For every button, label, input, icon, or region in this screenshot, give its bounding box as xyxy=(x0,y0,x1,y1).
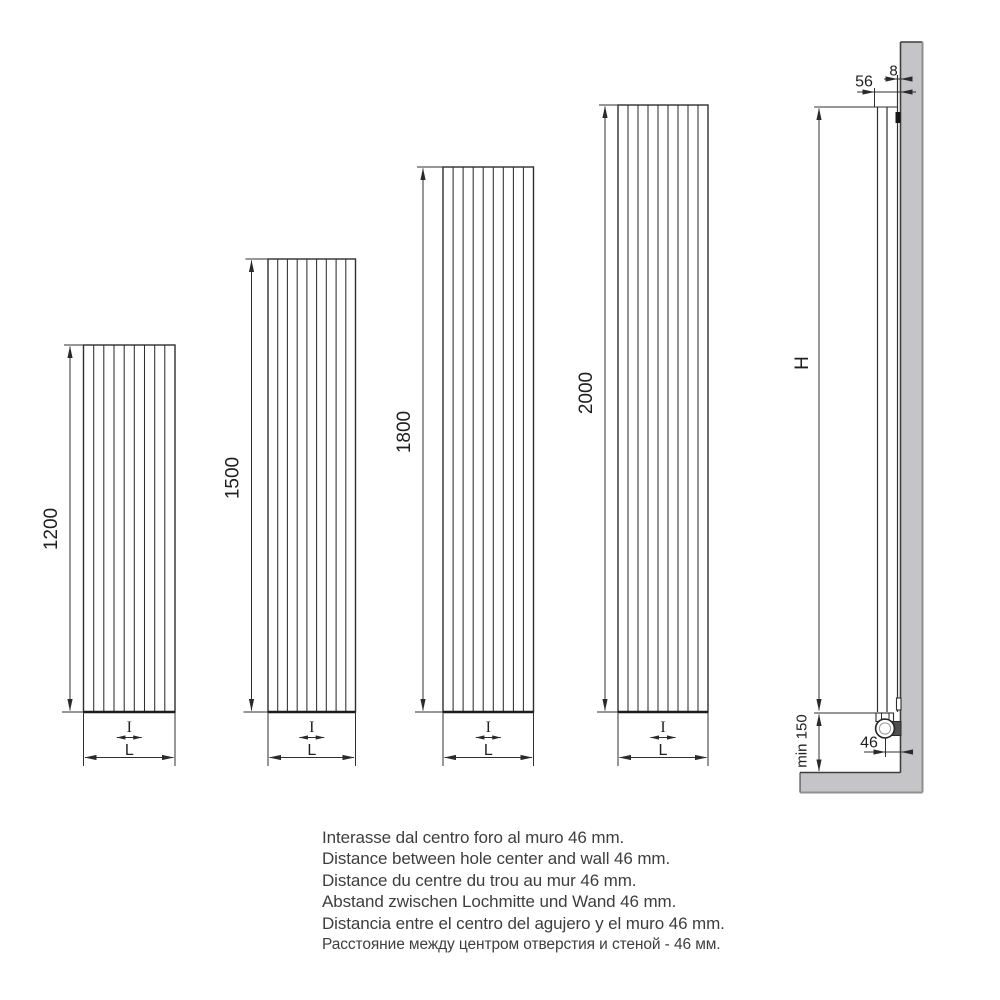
height-dimension-label: 1800 xyxy=(394,410,415,454)
gap-dimension-label: 8 xyxy=(889,62,898,80)
radiator-front-view-1800 xyxy=(394,167,534,766)
note-line-ru: Расстояние между центром отверстия и стеной - 46 мм. xyxy=(322,936,721,954)
radiator-front-view-1500 xyxy=(223,259,356,766)
radiator-body xyxy=(268,259,356,712)
radiator-body xyxy=(618,105,708,712)
hole-wall-dimension-label: 46 xyxy=(860,734,878,752)
wall xyxy=(901,42,923,793)
note-line-en: Distance between hole center and wall 46 mm. xyxy=(322,849,671,869)
fin-pitch-label: I xyxy=(660,719,666,736)
width-dimension-label: L xyxy=(124,742,134,759)
radiator-body xyxy=(443,167,534,712)
note-line-fr: Distance du centre du trou au mur 46 mm. xyxy=(322,870,637,890)
overall-height-label: H xyxy=(792,356,813,370)
min-clearance-label: min 150 xyxy=(793,714,811,768)
depth-dimension-label: 56 xyxy=(855,73,873,91)
mounting-bracket-bottom xyxy=(897,698,902,710)
note-line-de: Abstand zwischen Lochmitte und Wand 46 mm. xyxy=(322,892,677,912)
side-view xyxy=(792,42,923,793)
height-dimension-label: 1500 xyxy=(222,456,244,500)
radiator-front-view-2000 xyxy=(576,105,708,766)
panel-side-lines xyxy=(878,75,898,712)
radiator-front-view-1200 xyxy=(41,345,175,766)
radiator-body xyxy=(84,345,176,712)
width-dimension-label: L xyxy=(307,742,317,759)
mounting-bracket-top xyxy=(896,112,901,123)
valve-body xyxy=(876,719,895,738)
height-dimension-label: 2000 xyxy=(576,371,597,415)
note-line-it: Interasse dal centro foro al muro 46 mm. xyxy=(322,828,625,847)
note-line-es: Distancia entre el centro del agujero y el muro 46 mm. xyxy=(322,913,725,933)
notes-block xyxy=(322,827,725,955)
fin-pitch-label: I xyxy=(126,719,132,736)
fin-pitch-label: I xyxy=(485,719,491,736)
fin-pitch-label: I xyxy=(309,719,315,736)
height-dimension-label: 1200 xyxy=(41,507,62,551)
floor xyxy=(800,773,923,793)
width-dimension-label: L xyxy=(483,742,493,759)
width-dimension-label: L xyxy=(658,742,668,759)
